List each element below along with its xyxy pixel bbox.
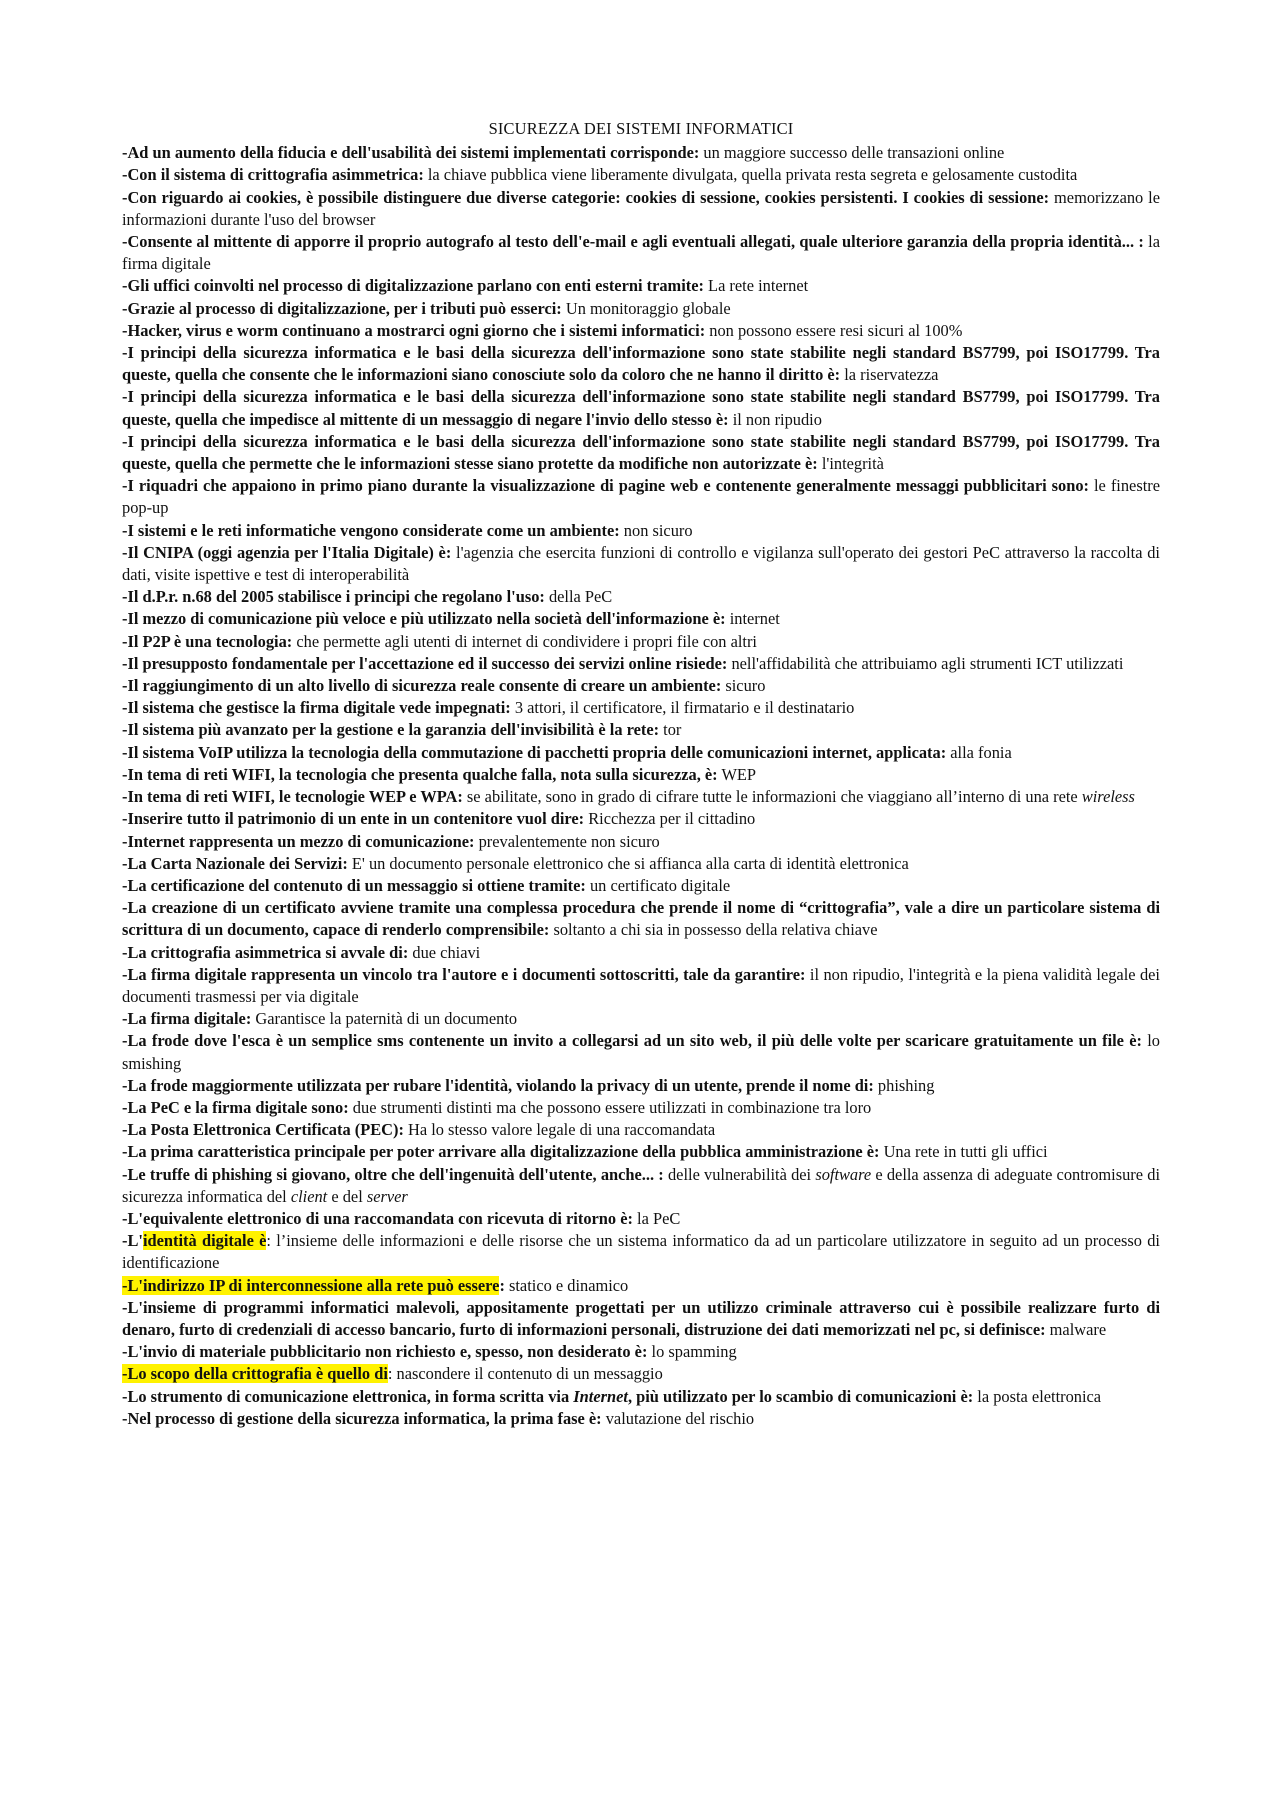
answer-text: e della assenza di adeguate contromisure di sicurezza informatica del <box>122 1164 1160 1206</box>
question-text: -Il mezzo di comunicazione più veloce e più utilizzato nella società dell'informazione è: <box>122 609 726 629</box>
list-item <box>122 320 1160 342</box>
answer-text: sicuro <box>721 676 766 696</box>
list-item <box>122 475 1160 519</box>
question-text: -La certificazione del contenuto di un messaggio si ottiene tramite: <box>122 875 586 895</box>
list-item <box>122 1075 1160 1097</box>
question-text: -Grazie al processo di digitalizzazione, per i tributi può esserci: <box>122 298 562 318</box>
answer-italic: software <box>815 1164 872 1184</box>
question-text: -L' <box>122 1231 143 1251</box>
question-text: -La frode dove l'esca è un semplice sms contenente un invito a collegarsi ad un sito web, il più delle volte per scaricare gratuitamente un file è: <box>122 1031 1142 1051</box>
question-text: -Il P2P è una tecnologia: <box>122 631 293 651</box>
list-item <box>122 275 1160 297</box>
answer-text: un maggiore successo delle transazioni online <box>699 143 1005 163</box>
list-item <box>122 742 1160 764</box>
answer-text: lo spamming <box>647 1342 737 1362</box>
question-text: -Ad un aumento della fiducia e dell'usabilità dei sistemi implementati corrisponde: <box>122 143 700 163</box>
answer-text: delle vulnerabilità dei <box>663 1164 816 1184</box>
question-text: -La Posta Elettronica Certificata (PEC): <box>122 1120 404 1140</box>
question-text: -I principi della sicurezza informatica e le basi della sicurezza dell'informazione sono state stabilite negli standard BS7799, poi ISO17799. Tra queste, quella che permette che le informazioni stesse siano protette da modifiche non autorizzate è: <box>122 431 1160 474</box>
answer-text: : l’insieme delle informazioni e delle risorse che un sistema informatico da ad un particolare utilizzatore in seguito ad un processo di identificazione <box>122 1231 1160 1273</box>
answer-text: valutazione del rischio <box>601 1408 755 1428</box>
question-text: -Con il sistema di crittografia asimmetrica: <box>122 165 424 185</box>
qa-list <box>122 142 1160 1163</box>
list-item <box>122 808 1160 830</box>
question-text: : <box>499 1275 505 1295</box>
list-item <box>122 542 1160 586</box>
list-item <box>122 875 1160 897</box>
question-text: -L'equivalente elettronico di una raccomandata con ricevuta di ritorno è: <box>122 1208 633 1228</box>
answer-text: E' un documento personale elettronico che si affianca alla carta di identità elettronica <box>347 853 909 873</box>
list-item <box>122 1363 1160 1385</box>
list-item <box>122 1230 1160 1274</box>
answer-italic: client <box>290 1186 328 1206</box>
question-text: , più utilizzato per lo scambio di comunicazioni è: <box>627 1386 974 1406</box>
list-item <box>122 764 1160 786</box>
question-text: -Lo strumento di comunicazione elettronica, in forma scritta via <box>122 1386 574 1406</box>
question-text: -Il sistema più avanzato per la gestione e la garanzia dell'invisibilità è la rete: <box>122 720 660 740</box>
answer-text: un certificato digitale <box>585 875 731 895</box>
answer-text: il non ripudio, l'integrità e la piena validità legale dei documenti trasmessi per via digitale <box>122 964 1160 1006</box>
answer-text: internet <box>725 609 780 629</box>
list-item <box>122 897 1160 941</box>
answer-text: Garantisce la paternità di un documento <box>251 1009 518 1029</box>
answer-text: la riservatezza <box>840 365 939 385</box>
question-text: -L'invio di materiale pubblicitario non richiesto e, spesso, non desiderato è: <box>122 1342 648 1362</box>
answer-text: che permette agli utenti di internet di condividere i propri file con altri <box>292 631 757 651</box>
answer-text: soltanto a chi sia in possesso della relativa chiave <box>549 920 878 940</box>
answer-text: Una rete in tutti gli uffici <box>879 1142 1048 1162</box>
question-text: -Hacker, virus e worm continuano a mostrarci ogni giorno che i sistemi informatici: <box>122 320 706 340</box>
answer-text: se abilitate, sono in grado di cifrare tutte le informazioni che viaggiano all’interno di una rete <box>462 787 1082 807</box>
question-text: -I riquadri che appaiono in primo piano durante la visualizzazione di pagine web e contenente generalmente messaggi pubblicitari sono: <box>122 476 1089 496</box>
question-text: -Le truffe di phishing si giovano, oltre che dell'ingenuità dell'utente, anche... : <box>122 1164 664 1184</box>
list-item <box>122 164 1160 186</box>
list-item <box>122 1164 1160 1208</box>
list-item <box>122 1141 1160 1163</box>
answer-text: la posta elettronica <box>973 1386 1102 1406</box>
answer-text: malware <box>1045 1319 1107 1339</box>
question-text: -Inserire tutto il patrimonio di un ente in un contenitore vuol dire: <box>122 809 585 829</box>
question-text: -In tema di reti WIFI, le tecnologie WEP e WPA: <box>122 787 463 807</box>
list-item <box>122 631 1160 653</box>
list-item <box>122 1097 1160 1119</box>
question-text: -Il sistema che gestisce la firma digitale vede impegnati: <box>122 698 511 718</box>
answer-text: della PeC <box>544 587 613 607</box>
list-item <box>122 675 1160 697</box>
list-item <box>122 786 1160 808</box>
list-item <box>122 386 1160 430</box>
answer-text: phishing <box>873 1075 935 1095</box>
list-item <box>122 1341 1160 1363</box>
page-title: SICUREZZA DEI SISTEMI INFORMATICI <box>488 119 794 138</box>
question-text: -Il presupposto fondamentale per l'accettazione ed il successo dei servizi online risiede: <box>122 653 728 673</box>
list-item <box>122 1297 1160 1341</box>
list-item <box>122 187 1160 231</box>
question-italic: Internet <box>573 1386 628 1406</box>
answer-text: alla fonia <box>946 742 1012 762</box>
answer-text: 3 attori, il certificatore, il firmatario e il destinatario <box>510 698 855 718</box>
answer-text: Un monitoraggio globale <box>561 298 731 318</box>
list-item <box>122 586 1160 608</box>
question-text: -La frode maggiormente utilizzata per rubare l'identità, violando la privacy di un utente, prende il nome di: <box>122 1075 874 1095</box>
question-text: -Con riguardo ai cookies, è possibile distinguere due diverse categorie: cookies di sessione, cookies persistenti. I cookies di sessione: <box>122 187 1050 207</box>
list-item <box>122 431 1160 475</box>
list-item <box>122 1119 1160 1141</box>
list-item <box>122 964 1160 1008</box>
answer-text: WEP <box>717 764 757 784</box>
question-text: -La firma digitale rappresenta un vincolo tra l'autore e i documenti sottoscritti, tale da garantire: <box>122 964 806 984</box>
list-item <box>122 1008 1160 1030</box>
answer-text: La rete internet <box>703 276 809 296</box>
list-item <box>122 1386 1160 1408</box>
highlighted-question: identità digitale è <box>142 1231 267 1251</box>
document-page <box>122 118 1160 1430</box>
question-text: - <box>122 1275 128 1295</box>
list-item <box>122 1408 1160 1430</box>
question-text: -Il CNIPA (oggi agenzia per l'Italia Digitale) è: <box>122 542 452 562</box>
answer-text: e del <box>327 1186 367 1206</box>
answer-text: la chiave pubblica viene liberamente divulgata, quella privata resta segreta e gelosamente custodita <box>423 165 1078 185</box>
list-item <box>122 142 1160 164</box>
answer-text: statico e dinamico <box>504 1275 629 1295</box>
list-item <box>122 853 1160 875</box>
answer-text: tor <box>659 720 682 740</box>
answer-italic: wireless <box>1081 787 1135 807</box>
answer-text: le finestre pop-up <box>122 476 1160 518</box>
answer-text: Ricchezza per il cittadino <box>584 809 756 829</box>
question-text: -I principi della sicurezza informatica e le basi della sicurezza dell'informazione sono state stabilite negli standard BS7799, poi ISO17799. Tra queste, quella che consente che le informazioni siano conosciute solo da coloro che ne hanno il diritto è: <box>122 343 1160 385</box>
list-item <box>122 697 1160 719</box>
question-text: -La PeC e la firma digitale sono: <box>122 1097 349 1117</box>
question-text: -L'insieme di programmi informatici malevoli, appositamente progettati per un utilizzo criminale attraverso cui è possibile realizzare furto di denaro, furto di credenziali di accesso bancario, furto di informazioni personali, distruzione dei dati memorizzati nel pc, si definisce: <box>122 1297 1160 1339</box>
answer-text: : nascondere il contenuto di un messaggio <box>387 1364 663 1384</box>
highlighted-question: L'indirizzo IP di interconnessione alla rete può essere <box>127 1275 500 1295</box>
list-item <box>122 298 1160 320</box>
question-text: -I principi della sicurezza informatica e le basi della sicurezza dell'informazione sono state stabilite negli standard BS7799, poi ISO17799. Tra queste, quella che impedisce al mittente di un messaggio di negare l'invio dello stesso è: <box>122 387 1160 429</box>
answer-italic: server <box>366 1186 408 1206</box>
list-item <box>122 1208 1160 1230</box>
question-text: -Il d.P.r. n.68 del 2005 stabilisce i principi che regolano l'uso: <box>122 587 545 607</box>
question-text: -Il raggiungimento di un alto livello di sicurezza reale consente di creare un ambiente: <box>122 676 722 696</box>
question-text: -La prima caratteristica principale per poter arrivare alla digitalizzazione della pubblica amministrazione è: <box>122 1142 880 1162</box>
list-item <box>122 831 1160 853</box>
list-item <box>122 719 1160 741</box>
list-item <box>122 1275 1160 1297</box>
list-item <box>122 653 1160 675</box>
answer-text: il non ripudio <box>728 409 822 429</box>
answer-text: la PeC <box>632 1208 681 1228</box>
question-text: -La firma digitale: <box>122 1009 252 1029</box>
answer-text: prevalentemente non sicuro <box>474 831 660 851</box>
list-item <box>122 342 1160 386</box>
answer-text: lo smishing <box>122 1031 1160 1073</box>
list-item <box>122 520 1160 542</box>
answer-text: memorizzano le informazioni durante l'uso del browser <box>122 187 1160 229</box>
answer-text: due chiavi <box>408 942 481 962</box>
answer-text: l'agenzia che esercita funzioni di controllo e vigilanza sull'operato dei gestori PeC attraverso la raccolta di dati, visite ispettive e test di interoperabilità <box>122 542 1160 585</box>
question-text: -In tema di reti WIFI, la tecnologia che presenta qualche falla, nota sulla sicurezza, è: <box>122 764 718 784</box>
question-text: -Internet rappresenta un mezzo di comunicazione: <box>122 831 475 851</box>
question-text: -La creazione di un certificato avviene tramite una complessa procedura che prende il nome di “crittografia”, vale a dire un particolare sistema di scrittura di un documento, capace di renderlo comprensibile: <box>122 898 1160 940</box>
answer-text: l'integrità <box>817 454 884 474</box>
answer-text: non possono essere resi sicuri al 100% <box>705 320 963 340</box>
answer-text: nell'affidabilità che attribuiamo agli strumenti ICT utilizzati <box>727 653 1124 673</box>
question-text: -Il sistema VoIP utilizza la tecnologia della commutazione di pacchetti propria delle comunicazioni internet, applicata: <box>122 742 947 762</box>
list-item <box>122 1030 1160 1074</box>
question-text: -Consente al mittente di apporre il proprio autografo al testo dell'e-mail e agli eventuali allegati, quale ulteriore garanzia della propria identità... : <box>122 232 1144 252</box>
list-item <box>122 231 1160 275</box>
question-text: -Nel processo di gestione della sicurezza informatica, la prima fase è: <box>122 1408 602 1428</box>
question-text: -La Carta Nazionale dei Servizi: <box>122 853 348 873</box>
list-item <box>122 608 1160 630</box>
answer-text: due strumenti distinti ma che possono essere utilizzati in combinazione tra loro <box>348 1097 872 1117</box>
question-text: -Gli uffici coinvolti nel processo di digitalizzazione parlano con enti esterni tramite: <box>122 276 704 296</box>
question-text: -La crittografia asimmetrica si avvale di: <box>122 942 409 962</box>
answer-text: non sicuro <box>619 520 693 540</box>
list-item <box>122 942 1160 964</box>
answer-text: Ha lo stesso valore legale di una raccomandata <box>403 1120 716 1140</box>
question-text: -I sistemi e le reti informatiche vengono considerate come un ambiente: <box>122 520 620 540</box>
answer-text: la firma digitale <box>122 232 1160 274</box>
highlighted-question: -Lo scopo della crittografia è quello di <box>122 1364 388 1384</box>
